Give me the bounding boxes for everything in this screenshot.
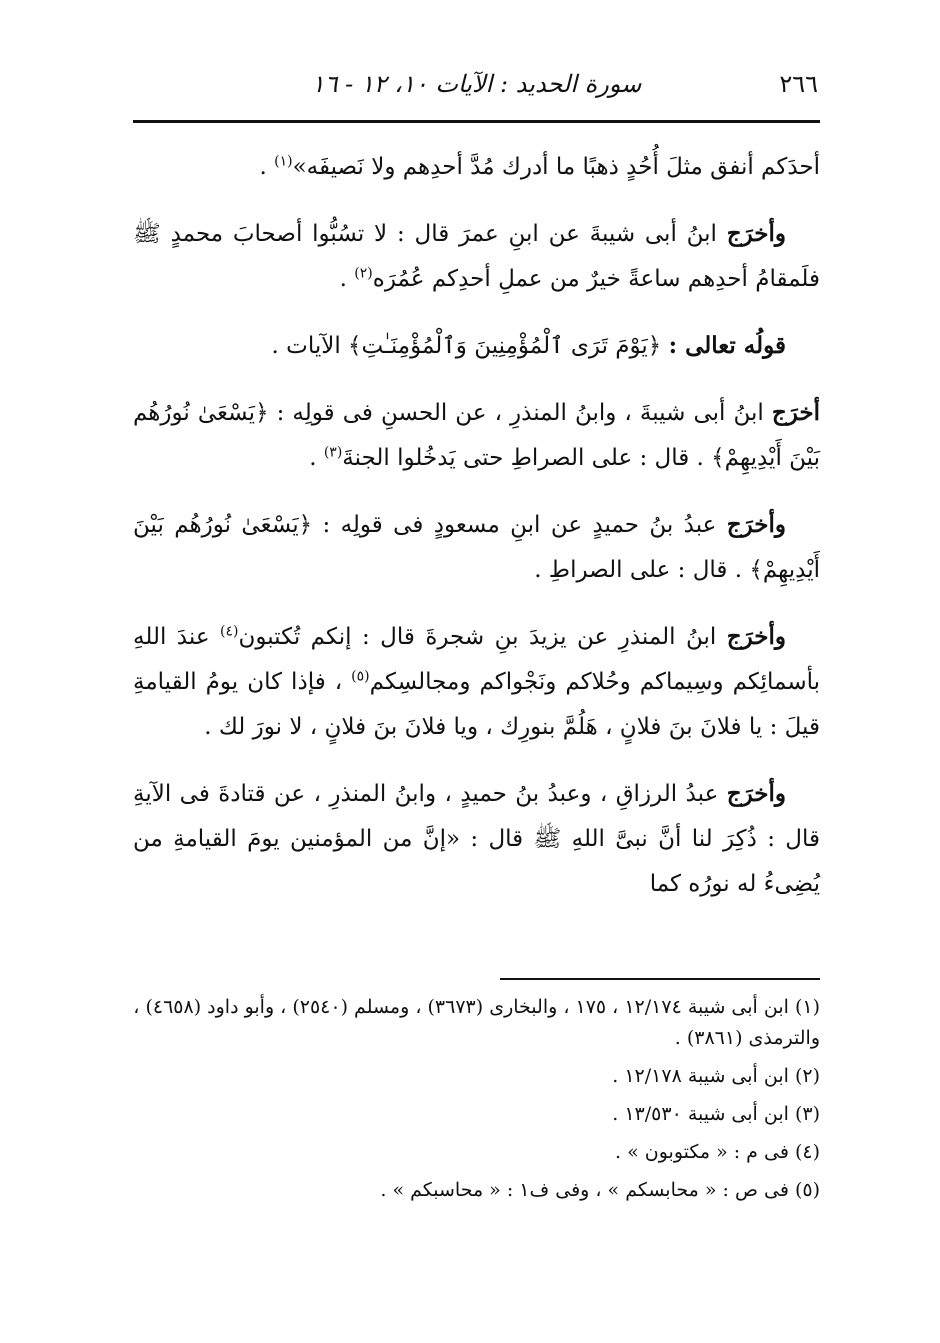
main-text: [133, 145, 820, 928]
footnote-3: (٣) ابن أبى شيبة ١٣/٥٣٠ .: [612, 1103, 820, 1125]
page-number: ٢٦٦: [779, 70, 818, 98]
footnote-5: (٥) فى ص : « محابسكم » ، وفى ف١ : « محاسبكم » .: [380, 1179, 820, 1201]
paragraph-6: [133, 614, 820, 750]
paragraph-lead: قولُه تعالى :: [668, 332, 786, 359]
footnote-ref-4: (٤): [220, 623, 239, 640]
paragraph-4: [133, 390, 820, 481]
footnote-ref-3: (٣): [323, 444, 343, 461]
paragraph-lead: وأخرَج: [726, 623, 787, 650]
footnote-ref-2: (٢): [354, 265, 373, 282]
paragraph-end: .: [339, 266, 355, 292]
header-rule: [133, 120, 820, 123]
paragraph-lead: وأخرَج: [726, 511, 786, 538]
paragraph-text: عبدُ بنُ حميدٍ عن ابنِ مسعودٍ فى قولِه : ﴿يَسْعَىٰ نُورُهُم بَيْنَ أَيْدِيهِمْ﴾ . قال : على الصراطِ .: [133, 512, 820, 583]
footnote-4: (٤) فى م : « مكتوبون » .: [615, 1141, 820, 1163]
footnote-2: (٢) ابن أبى شيبة ١٢/١٧٨ .: [612, 1065, 820, 1087]
page-header: [133, 62, 820, 112]
running-title: سورة الحديد : الآيات ١٠، ١٢ - ١٦: [311, 70, 642, 98]
paragraph-2: [133, 211, 820, 302]
paragraph-lead: وأخرَج: [726, 780, 786, 807]
footnote-ref-5: (٥): [351, 668, 370, 685]
paragraph-text-c: ، فإذا كان يومُ القيامةِ قيلَ : يا فلانَ بنَ فلانٍ ، هَلُمَّ بنورِك ، ويا فلانَ بنَ فلانٍ ، لا نورَ لك .: [133, 669, 820, 740]
footnote-rule: [500, 978, 820, 980]
paragraph-text-a: ابنُ المنذرِ عن يزيدَ بنِ شجرةَ قال : إنكم تُكتبون: [238, 624, 727, 650]
paragraph-text: عبدُ الرزاقِ ، وعبدُ بنُ حميدٍ ، وابنُ المنذرِ ، عن قتادةَ فى الآيةِ قال : ذُكِرَ لنا أنَّ نبىَّ اللهِ ﷺ قال : «إنَّ من المؤمنين يومَ القيامةِ من يُضِىءُ له نورُه كما: [133, 781, 820, 897]
paragraph-7: [133, 771, 820, 907]
footnotes: [133, 992, 820, 1213]
paragraph-5: [133, 502, 820, 593]
paragraph-text: ابنُ أبى شيبةَ ، وابنُ المنذرِ ، عن الحسنِ فى قولِه : ﴿يَسْعَىٰ نُورُهُم بَيْنَ أَيْدِيهِمْ﴾ . قال : على الصراطِ حتى يَدخُلوا الجنةَ: [133, 400, 820, 471]
paragraph-text: ابنُ أبى شيبةَ عن ابنِ عمرَ قال : لا تسُبُّوا أصحابَ محمدٍ ﷺ فلَمقامُ أحدِهم ساعةً خيرٌ من عملِ أحدِكم عُمُرَه: [133, 221, 820, 292]
paragraph-lead: أخرَج: [771, 399, 820, 426]
paragraph-1: [133, 145, 820, 190]
footnote-ref-1: (١): [274, 153, 293, 170]
footnote-1: (١) ابن أبى شيبة ١٢/١٧٤ ، ١٧٥ ، والبخارى (٣٦٧٣) ، ومسلم (٢٥٤٠) ، وأبو داود (٤٦٥٨) ، والترمذى (٣٨٦١) .: [133, 996, 820, 1049]
paragraph-3: [133, 323, 820, 369]
quran-verse: ﴿يَوْمَ تَرَى ٱلْمُؤْمِنِينَ وَٱلْمُؤْمِنَـٰتِ﴾ الآيات .: [271, 333, 669, 359]
paragraph-end: .: [309, 445, 324, 471]
paragraph-lead: وأخرَج: [726, 220, 786, 247]
paragraph-text-b: عندَ اللهِ بأسمائِكم وسِيماكم وحُلاكم ونَجْواكم ومجالسِكم: [133, 624, 820, 695]
paragraph-text: أحدَكم أنفق مثلَ أُحُدٍ ذهبًا ما أدرك مُدَّ أحدِهم ولا نَصيفَه»: [292, 154, 820, 180]
paragraph-end: .: [259, 154, 275, 180]
